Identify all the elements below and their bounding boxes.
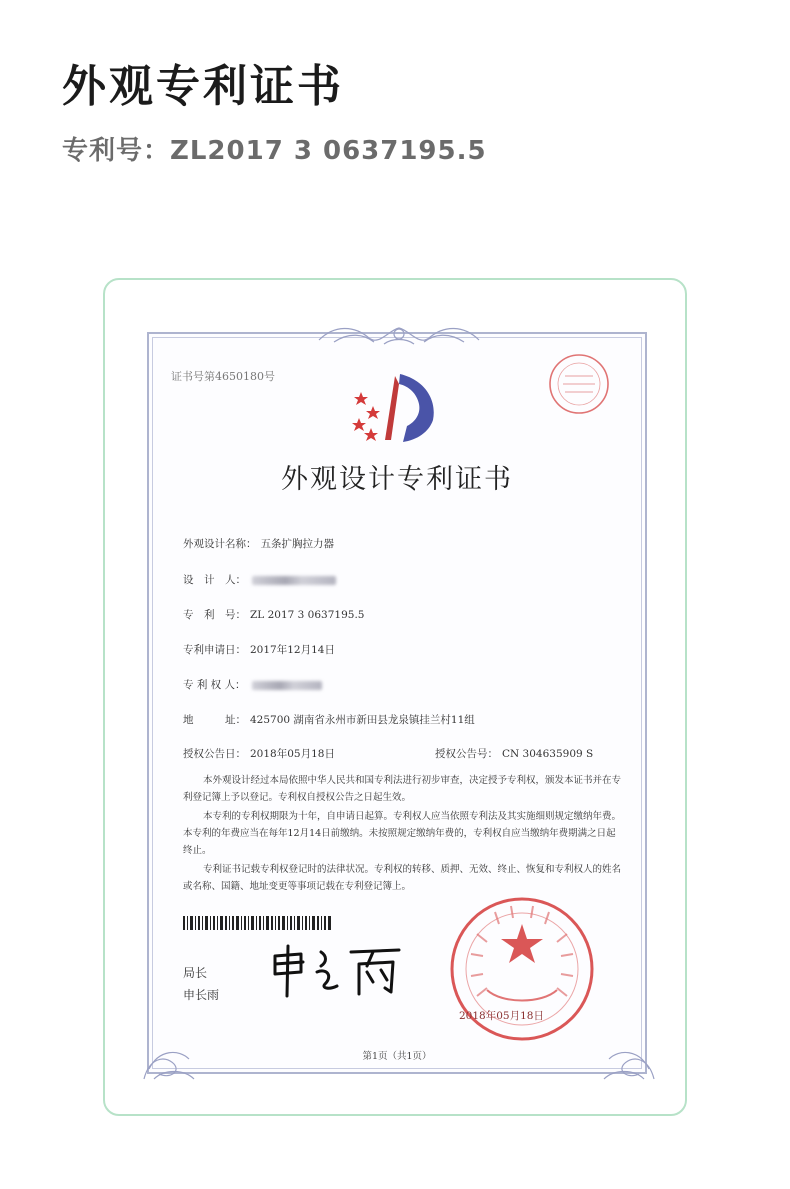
- certificate-card: [103, 278, 687, 1116]
- director-name: 申长雨: [183, 988, 220, 1002]
- certificate-title: 外观设计专利证书: [281, 464, 513, 495]
- design-name-field: 外观设计名称： 五条扩胸拉力器: [183, 538, 334, 550]
- barcode-icon: [183, 916, 333, 930]
- top-ornament-icon: [314, 320, 484, 350]
- page-title: 外观专利证书: [62, 61, 344, 112]
- grant-no-field: 授权公告号： CN 304635909 S: [435, 748, 594, 760]
- certificate-paragraph: 本专利的专利权期限为十年，自申请日起算。专利权人应当依照专利法及其实施细则规定缴纳年费。本专利的年费应当在每年12月14日前缴纳。未按照规定缴纳年费的，专利权自应当缴纳年费期满之日起终止。: [183, 811, 622, 856]
- designer-field: 设 计 人：: [183, 572, 336, 587]
- patent-no-field: 专 利 号： ZL 2017 3 0637195.5: [183, 609, 365, 621]
- certificate-paragraph: 本外观设计经过本局依照中华人民共和国专利法进行初步审查，决定授予专利权，颁发本证书并在专利登记簿上予以登记。专利权自授权公告之日起生效。: [183, 775, 622, 803]
- filing-date-field: 专利申请日： 2017年12月14日: [183, 644, 335, 656]
- handwritten-signature-icon: [267, 942, 407, 998]
- patentee-field: 专 利 权 人：: [183, 677, 322, 692]
- small-seal-icon: [547, 352, 611, 416]
- seal-date: 2018年05月18日: [459, 1010, 544, 1022]
- redacted-text: [252, 681, 322, 690]
- director-title: 局长: [183, 966, 208, 980]
- page-number: 第1页（共1页）: [362, 1051, 432, 1062]
- redacted-text: [252, 576, 336, 585]
- grant-date-field: 授权公告日： 2018年05月18日: [183, 748, 335, 760]
- certificate-paragraph: 专利证书记载专利权登记时的法律状况。专利权的转移、质押、无效、终止、恢复和专利权人的姓名或名称、国籍、地址变更等事项记载在专利登记簿上。: [183, 864, 622, 892]
- certificate-serial: 证书号第4650180号: [171, 370, 275, 383]
- patent-number-heading: 专利号：ZL2017 3 0637195.5: [62, 136, 487, 166]
- patent-office-logo-icon: [345, 370, 445, 448]
- certificate: [147, 332, 647, 1074]
- address-field: 地 址： 425700 湖南省永州市新田县龙泉镇挂兰村11组: [183, 714, 475, 726]
